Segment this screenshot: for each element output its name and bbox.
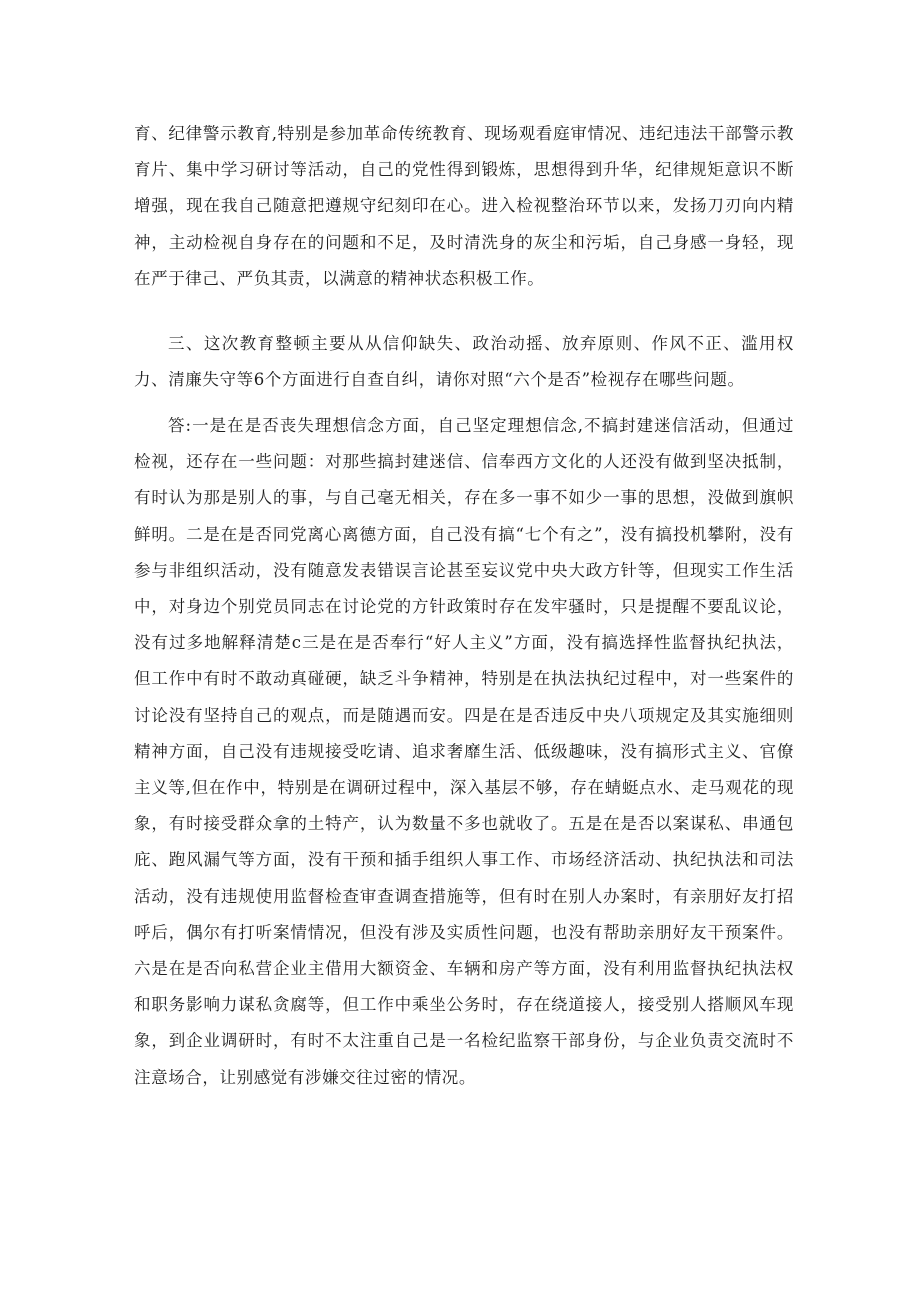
paragraph-question-three: 三、这次教育整顿主要从从信仰缺失、政治动摇、放弃原则、作风不正、滥用权力、清廉失守等6个方面进行自查自纠，请你对照“六个是否”检视存在哪些问题。 <box>134 334 794 390</box>
text-block-2 <box>134 326 794 398</box>
paragraph-continuation: 育、纪律警示教育,特别是参加革命传统教育、现场观看庭审情况、违纪违法干部警示教育片、集中学习研讨等活动，自己的党性得到锻炼，思想得到升华，纪律规矩意识不断增强，现在我自己随意把遵规守纪刻印在心。进入检视整治环节以来，发扬刀刃向内精神，主动检视自身存在的问题和不足，及时清洗身的灰尘和污垢，自己身感一身轻，现在严于律己、严负其责，以满意的精神状态积极工作。 <box>134 124 794 288</box>
paragraph-answer: 答:一是在是否丧失理想信念方面，自己坚定理想信念,不搞封建迷信活动，但通过检视，还存在一些问题：对那些搞封建迷信、信奉西方文化的人还没有做到坚决抵制，有时认为那是别人的事，与自己毫无相关，存在多一事不如少一事的思想，没做到旗帜鲜明。二是在是否同党离心离德方面，自己没有搞“七个有之”，没有搞投机攀附，没有参与非组织活动，没有随意发表错误言论甚至妄议党中央大政方针等，但现实工作生活中，对身边个别党员同志在讨论党的方针政策时存在发牢骚时，只是提醒不要乱议论，没有过多地解释清楚c三是在是否奉行“好人主义”方面，没有搞选择性监督执纪执法，但工作中有时不敢动真碰硬，缺乏斗争精神，特别是在执法执纪过程中，对一些案件的讨论没有坚持自己的观点，而是随遇而安。四是在是否违反中央八项规定及其实施细则精神方面，自己没有违规接受吃请、追求奢靡生活、低级趣味，没有搞形式主义、官僚主义等,但在作中，特别是在调研过程中，深入基层不够，存在蜻蜓点水、走马观花的现象，有时接受群众拿的土特产，认为数量不多也就收了。五是在是否以案谋私、串通包庇、跑风漏气等方面，没有干预和插手组织人事工作、市场经济活动、执纪执法和司法活动，没有违规使用监督检查审查调查措施等，但有时在别人办案时，有亲朋好友打招呼后，偶尔有打听案情情况，但没有涉及实质性问题，也没有帮助亲朋好友干预案件。六是在是否向私营企业主借用大额资金、车辆和房产等方面，没有利用监督执纪执法权和职务影响力谋私贪腐等，但工作中乘坐公务时，存在绕道接人，接受别人搭顺风车现象，到企业调研时，有时不太注重自己是一名检纪监察干部身份，与企业负责交流时不注意场合，让别感觉有涉嫌交往过密的情况。 <box>134 416 794 1087</box>
text-block-1 <box>134 116 794 297</box>
text-block-3 <box>134 408 794 1096</box>
